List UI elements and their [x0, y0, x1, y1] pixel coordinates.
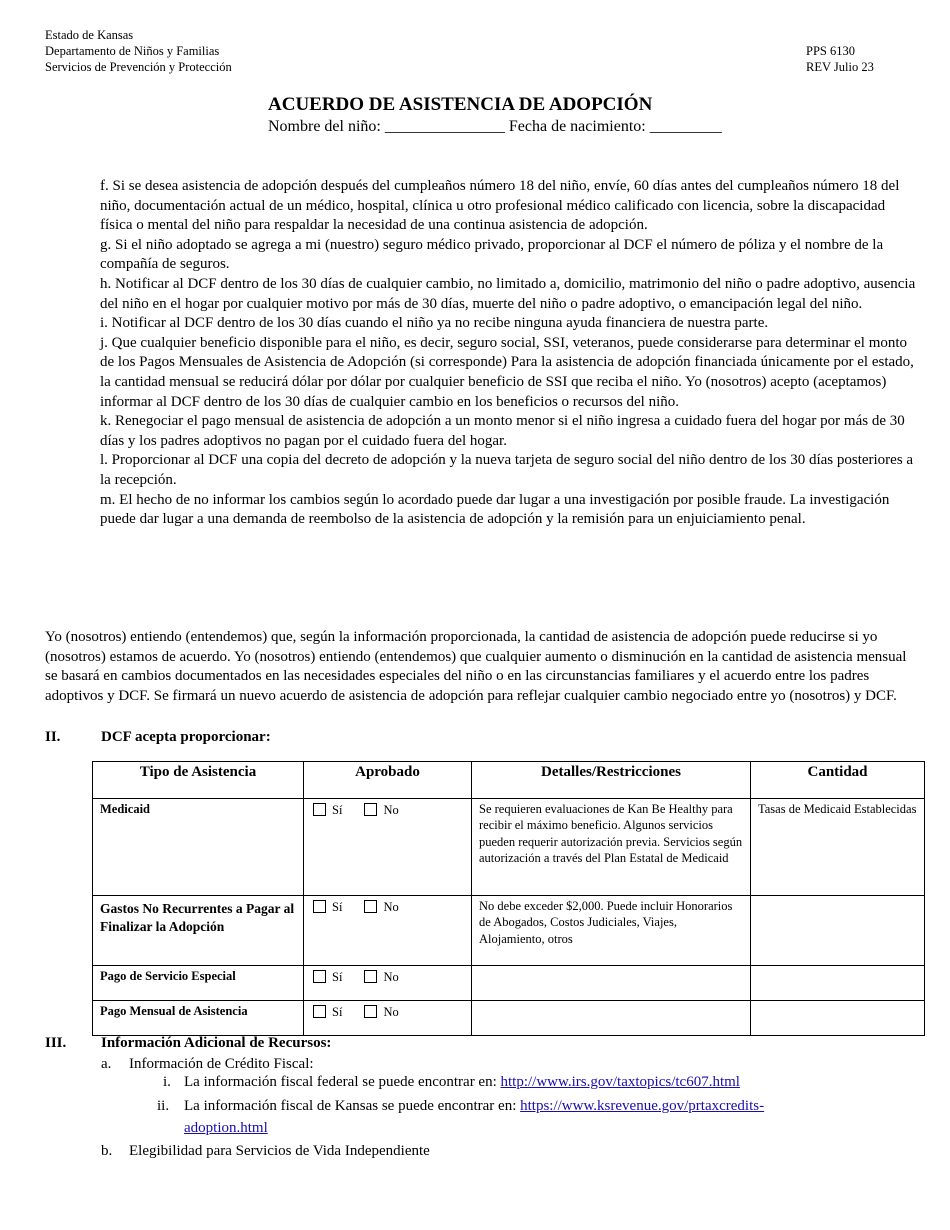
row-cantidad — [751, 966, 925, 1001]
header-detalles: Detalles/Restricciones — [472, 762, 751, 799]
approved-yes-checkbox[interactable]: Sí — [313, 969, 342, 985]
understanding-paragraph: Yo (nosotros) entiendo (entendemos) que, según la información proporcionada, la cantidad de asistencia de adopción puede reducirse si yo (nosotros) estamos de acuerdo. Yo (nosotros) entiendo (entendemos) que cualquier aumento o disminución en la cantidad de asistencia mensual se basará en cambios documentados en las necesidades especiales del niño o en las circunstancias familiares y el acuerdo entre los padres adoptivos y DCF. Se firmará un nuevo acuerdo de asistencia de adopción para reflejar cualquier cambio negociado entre yo (nosotros) y DCF. — [45, 629, 907, 704]
approved-yes-checkbox[interactable]: Sí — [313, 802, 342, 818]
agency-header — [45, 27, 232, 75]
list-item: h. Notificar al DCF dentro de los 30 días de cualquier cambio, no limitado a, domicilio, matrimonio del niño o padre adoptivo, ausencia del niño en el hogar por cualquier motivo por más de 30 días, muerte del niño o padre adoptivo, o emancipación legal del niño. — [100, 275, 916, 312]
header-state: Estado de Kansas — [45, 28, 134, 42]
approval-cell — [304, 896, 472, 966]
section-iii-number: III. — [45, 1035, 67, 1051]
row-detalles — [472, 1001, 751, 1036]
independent-living-line — [101, 1140, 430, 1162]
header-cantidad: Cantidad — [751, 762, 925, 799]
row-detalles — [472, 966, 751, 1001]
item-a-text: Información de Crédito Fiscal: — [129, 1056, 314, 1072]
kansas-tax-line-cont — [184, 1117, 268, 1139]
item-b-text: Elegibilidad para Servicios de Vida Independiente — [129, 1143, 430, 1159]
approved-yes-checkbox[interactable]: Sí — [313, 899, 342, 915]
row-cantidad — [751, 1001, 925, 1036]
obligations-list — [100, 177, 920, 530]
row-detalles: No debe exceder $2,000. Puede incluir Honorarios de Abogados, Costos Judiciales, Viajes, Alojamiento, otros — [472, 896, 751, 966]
section-ii-number: II. — [45, 729, 61, 745]
header-department: Departamento de Niños y Familias — [45, 44, 220, 58]
form-id-block — [806, 43, 874, 75]
item-a-label: a. — [101, 1056, 112, 1072]
section-ii-title: DCF acepta proporcionar: — [101, 729, 271, 745]
approval-cell — [304, 799, 472, 896]
list-item: f. Si se desea asistencia de adopción después del cumpleaños número 18 del niño, envíe, 60 días antes del cumpleaños número 18 del niño, documentación actual de un médico, hospital, clínica u otro profesional médico calificado con licencia, sobre la discapacidad física o mental del niño para respaldar la necesidad de una continua asistencia de adopción. — [100, 178, 900, 234]
row-tipo-servicio-especial: Pago de Servicio Especial — [93, 966, 304, 1001]
row-tipo-medicaid: Medicaid — [93, 799, 304, 896]
form-number: PPS 6130 — [806, 44, 855, 58]
approval-cell — [304, 966, 472, 1001]
assistance-table — [92, 761, 925, 1036]
irs-link[interactable]: http://www.irs.gov/taxtopics/tc607.html — [500, 1074, 740, 1090]
list-item: i. Notificar al DCF dentro de los 30 días cuando el niño ya no recibe ninguna ayuda financiera de nuestra parte. — [100, 315, 769, 332]
header-aprobado: Aprobado — [304, 762, 472, 799]
approved-no-checkbox[interactable]: No — [364, 899, 398, 915]
tax-credit-heading — [101, 1053, 314, 1075]
row-tipo-pago-mensual: Pago Mensual de Asistencia — [93, 1001, 304, 1036]
kansas-tax-text: La información fiscal de Kansas se puede encontrar en: — [184, 1098, 521, 1114]
approved-yes-checkbox[interactable]: Sí — [313, 1004, 342, 1020]
row-cantidad: Tasas de Medicaid Establecidas — [751, 799, 925, 896]
list-item: m. El hecho de no informar los cambios según lo acordado puede dar lugar a una investigación por posible fraude. La investigación puede dar lugar a una demanda de reembolso de la asistencia de adopción y la remisión para un enjuiciamiento penal. — [100, 491, 890, 528]
form-revision: REV Julio 23 — [806, 60, 874, 74]
row-tipo-gastos: Gastos No Recurrentes a Pagar al Finalizar la Adopción — [93, 896, 304, 966]
kansas-tax-line — [157, 1095, 765, 1117]
table-header-row — [93, 762, 925, 799]
approved-no-checkbox[interactable]: No — [364, 802, 398, 818]
list-item: k. Renegociar el pago mensual de asistencia de adopción a un monto menor si el niño ingresa a cuidado fuera del hogar por más de 30 días y los padres adoptivos no pagan por el cuidado fuera del hogar. — [100, 413, 905, 449]
item-ii-label: ii. — [157, 1098, 170, 1114]
approved-no-checkbox[interactable]: No — [364, 1004, 398, 1020]
item-b-label: b. — [101, 1143, 113, 1159]
ksrevenue-link-continued[interactable]: adoption.html — [184, 1120, 268, 1136]
list-item: j. Que cualquier beneficio disponible para el niño, es decir, seguro social, SSI, veteranos, puede considerarse para determinar el monto de los Pagos Mensuales de Asistencia de Adopción (si corresponde) Para la asistencia de adopción financiada únicamente por el estado, la cantidad mensual se reducirá dólar por dólar por cualquier beneficio de SSI que reciba el niño. Yo (nosotros) acepto (aceptamos) informar al DCF dentro de los 30 días de cualquier cambio en los beneficios o recursos del niño. — [100, 334, 914, 410]
title-block — [268, 93, 722, 137]
child-name-birthdate-line: Nombre del niño: _______________ Fecha de nacimiento: _________ — [268, 118, 722, 135]
approval-cell — [304, 1001, 472, 1036]
item-i-label: i. — [163, 1074, 171, 1090]
table-row — [93, 966, 925, 1001]
table-row — [93, 1001, 925, 1036]
federal-tax-line — [163, 1071, 740, 1093]
row-detalles: Se requieren evaluaciones de Kan Be Healthy para recibir el máximo beneficio. Algunos servicios pueden requerir autorización previa. Servicios según autorización a través del Plan Estatal de Medicaid — [472, 799, 751, 896]
approved-no-checkbox[interactable]: No — [364, 969, 398, 985]
list-item: g. Si el niño adoptado se agrega a mi (nuestro) seguro médico privado, proporcionar al DCF el número de póliza y el nombre de la compañía de seguros. — [100, 236, 884, 273]
page-title: ACUERDO DE ASISTENCIA DE ADOPCIÓN — [268, 94, 653, 115]
ksrevenue-link[interactable]: https://www.ksrevenue.gov/prtaxcredits- — [520, 1098, 765, 1114]
header-tipo: Tipo de Asistencia — [93, 762, 304, 799]
table-row — [93, 799, 925, 896]
list-item: l. Proporcionar al DCF una copia del decreto de adopción y la nueva tarjeta de seguro social del niño dentro de los 30 días posteriores a la recepción. — [100, 452, 914, 488]
section-iii-title: Información Adicional de Recursos: — [101, 1035, 332, 1051]
header-division: Servicios de Prevención y Protección — [45, 60, 232, 74]
row-cantidad — [751, 896, 925, 966]
table-row — [93, 896, 925, 966]
federal-tax-text: La información fiscal federal se puede encontrar en: — [184, 1074, 501, 1090]
